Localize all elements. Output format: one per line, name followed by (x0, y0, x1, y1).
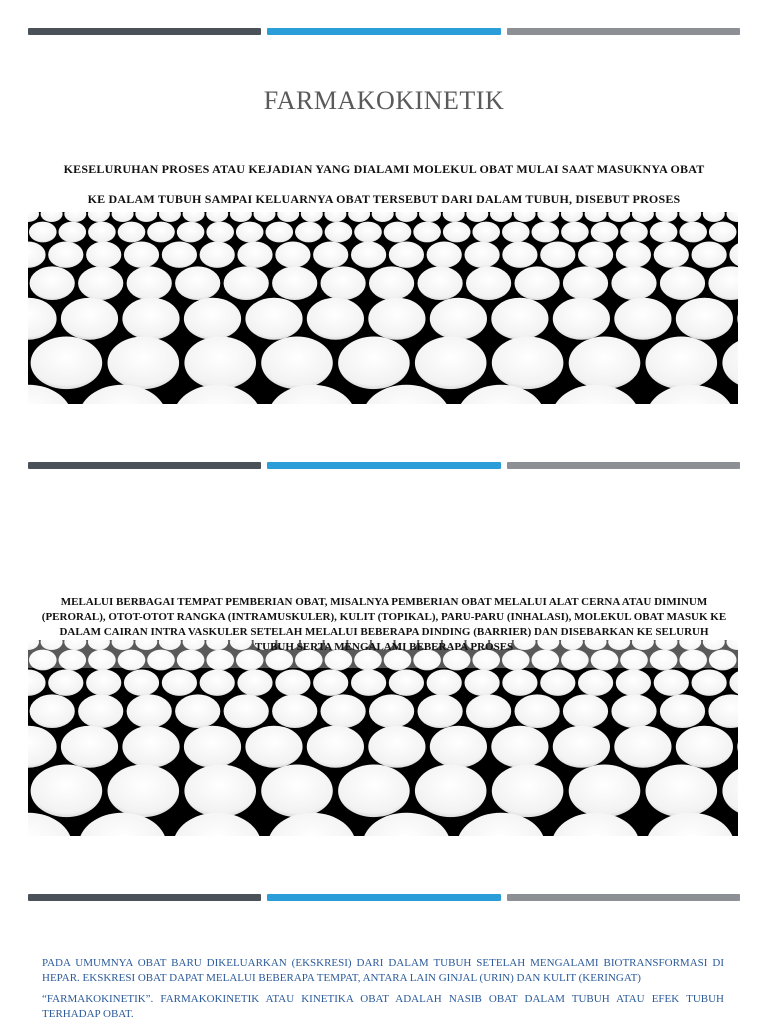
pill-disc (321, 266, 366, 300)
pill-disc (569, 337, 641, 390)
pill-disc (611, 694, 656, 728)
pill-disc (466, 266, 511, 300)
pill-disc (369, 266, 414, 300)
pill-disc (351, 242, 386, 268)
pill-disc (660, 694, 705, 728)
pill-disc (646, 813, 734, 836)
pill-disc (646, 385, 734, 404)
pill-disc (585, 212, 607, 222)
pill-disc (676, 726, 733, 768)
pill-disc (313, 242, 348, 268)
pill-disc (708, 266, 738, 300)
pill-disc (552, 813, 640, 836)
accent-bar-gray (507, 894, 740, 901)
pill-disc (430, 726, 487, 768)
pill-disc (29, 222, 57, 243)
pill-disc (502, 222, 530, 243)
pill-disc (492, 337, 564, 390)
pill-disc (614, 298, 671, 340)
pill-disc (490, 212, 512, 222)
pill-disc (147, 222, 175, 243)
pill-disc (709, 222, 737, 243)
pill-disc (418, 266, 463, 300)
pill-disc (620, 222, 648, 243)
pill-disc (368, 298, 425, 340)
pill-disc (118, 222, 146, 243)
pill-disc (28, 670, 46, 696)
pill-disc (275, 242, 310, 268)
pill-disc (28, 242, 46, 268)
pill-disc (502, 670, 537, 696)
pill-disc (48, 670, 83, 696)
pill-disc (61, 298, 118, 340)
pill-disc (321, 694, 366, 728)
pill-disc (325, 222, 353, 243)
pill-disc (78, 694, 123, 728)
pill-disc (491, 726, 548, 768)
pill-disc (79, 813, 167, 836)
pill-disc (348, 212, 370, 222)
pill-disc (122, 726, 179, 768)
pill-disc (552, 385, 640, 404)
pills-perspective-image (28, 212, 738, 404)
pill-disc (48, 242, 83, 268)
pill-disc (184, 298, 241, 340)
pill-disc (614, 726, 671, 768)
pill-disc (124, 242, 159, 268)
pill-disc (28, 212, 39, 222)
pill-disc (261, 765, 333, 818)
pill-disc (569, 765, 641, 818)
pill-disc (31, 765, 103, 818)
pill-disc (237, 670, 272, 696)
slide3-accent-bars (28, 894, 740, 901)
pill-disc (722, 765, 738, 818)
pill-disc (384, 222, 412, 243)
pill-disc (272, 694, 317, 728)
pill-disc (465, 242, 500, 268)
pill-disc (159, 212, 181, 222)
pill-disc (175, 694, 220, 728)
pill-disc (372, 212, 394, 222)
pill-disc (692, 670, 727, 696)
pill-disc (491, 298, 548, 340)
pill-disc (268, 813, 356, 836)
pill-disc (389, 670, 424, 696)
accent-bar-blue (267, 462, 500, 469)
pill-disc (59, 222, 87, 243)
definition-line-2: KE DALAM TUBUH SAMPAI KELUARNYA OBAT TERSEBUT DARI DALAM TUBUH, DISEBUT PROSES (87, 192, 681, 206)
pill-disc (676, 298, 733, 340)
accent-bar-blue (267, 28, 500, 35)
pill-disc (737, 298, 738, 340)
pill-disc (313, 670, 348, 696)
pill-disc (540, 242, 575, 268)
slide2-body-text: MELALUI BERBAGAI TEMPAT PEMBERIAN OBAT, MISALNYA PEMBERIAN OBAT MELALUI ALAT CERNA ATAU DIMINUM (PERORAL), OTOT-OTOT RANGKA (INTRAMUSKULER), KULIT (TOPIKAL), PARU-PARU (INHALASI), MOLEKUL OBAT MASUK KE DALAM CAIRAN INTRA VASKULER SETELAH MELALUI BEBERAPA DINDING (BARRIER) DAN DISEBARKAN KE SELURUH TUBUH SERTA MENGALAMI BEBERAPA PROSES (41, 596, 727, 653)
pill-disc (224, 266, 269, 300)
pill-disc (692, 242, 727, 268)
pill-disc (646, 337, 718, 390)
pill-disc (727, 212, 739, 222)
pill-disc (301, 212, 323, 222)
pill-disc (261, 337, 333, 390)
pill-disc (236, 222, 264, 243)
pill-disc (679, 222, 707, 243)
pill-disc (88, 222, 116, 243)
pill-disc (466, 694, 511, 728)
pill-disc (206, 222, 234, 243)
pill-disc (415, 337, 487, 390)
slide1-accent-bars (28, 28, 740, 35)
pill-disc (122, 298, 179, 340)
pill-disc (177, 222, 205, 243)
pill-disc (632, 212, 654, 222)
excretion-paragraph: PADA UMUMNYA OBAT BARU DIKELUARKAN (EKSKRESI) DARI DALAM TUBUH SETELAH MENGALAMI BIOTRANSFORMASI DI HEPAR. EKSKRESI OBAT DAPAT MELALUI BEBERAPA TEMPAT, ANTARA LAIN GINJAL (URIN) DAN KULIT (KERINGAT) (42, 957, 724, 984)
pill-disc (61, 726, 118, 768)
pill-disc (124, 670, 159, 696)
pill-disc (184, 726, 241, 768)
pill-disc (415, 765, 487, 818)
pill-disc (418, 694, 463, 728)
slide-title: FARMAKOKINETIK (263, 86, 505, 115)
pill-disc (729, 670, 738, 696)
pill-disc (563, 266, 608, 300)
accent-bar-blue (267, 894, 500, 901)
pills-image-1 (28, 212, 738, 404)
pill-disc (722, 337, 738, 390)
slide2-accent-bars (28, 462, 740, 469)
pill-disc (268, 385, 356, 404)
pill-disc (616, 670, 651, 696)
accent-bar-dark (28, 462, 261, 469)
pill-disc (729, 242, 738, 268)
pill-disc (419, 212, 441, 222)
pill-disc (654, 242, 689, 268)
pill-disc (427, 242, 462, 268)
pill-disc (553, 726, 610, 768)
pill-disc (502, 242, 537, 268)
pill-disc (108, 337, 180, 390)
pill-disc (272, 266, 317, 300)
pill-disc (307, 726, 364, 768)
pill-disc (324, 212, 346, 222)
pill-disc (175, 266, 220, 300)
pill-disc (650, 222, 678, 243)
pills-image-2 (28, 640, 738, 836)
accent-bar-dark (28, 894, 261, 901)
pill-disc (679, 212, 701, 222)
pill-disc (515, 694, 560, 728)
pill-disc (532, 222, 560, 243)
pill-disc (443, 222, 471, 243)
pill-disc (254, 212, 276, 222)
pill-disc (351, 670, 386, 696)
pill-disc (127, 266, 172, 300)
pill-disc (266, 222, 294, 243)
pill-disc (578, 670, 613, 696)
pill-disc (430, 298, 487, 340)
pill-disc (608, 212, 630, 222)
pill-disc (611, 266, 656, 300)
pill-disc (183, 212, 205, 222)
pill-disc (514, 212, 536, 222)
pill-disc (654, 670, 689, 696)
pill-disc (135, 212, 157, 222)
pill-disc (338, 765, 410, 818)
pill-disc (427, 670, 462, 696)
pill-disc (368, 726, 425, 768)
pill-disc (184, 337, 256, 390)
accent-bar-dark (28, 28, 261, 35)
pill-disc (703, 212, 725, 222)
pill-disc (78, 266, 123, 300)
pill-disc (646, 765, 718, 818)
pill-disc (656, 212, 678, 222)
pill-disc (275, 670, 310, 696)
pills-perspective-image (28, 640, 738, 836)
pill-disc (660, 266, 705, 300)
pill-disc (307, 298, 364, 340)
accent-bar-gray (507, 462, 740, 469)
pill-disc (369, 694, 414, 728)
pill-disc (184, 765, 256, 818)
pill-disc (28, 298, 57, 340)
pill-disc (200, 670, 235, 696)
pill-disc (708, 694, 738, 728)
pill-disc (492, 765, 564, 818)
pill-disc (30, 694, 75, 728)
pill-disc (591, 222, 619, 243)
pill-disc (206, 212, 228, 222)
pill-disc (578, 242, 613, 268)
pill-disc (112, 212, 134, 222)
pill-disc (395, 212, 417, 222)
pill-disc (31, 337, 103, 390)
pill-disc (224, 694, 269, 728)
slide1-definition-text (40, 154, 728, 214)
pill-disc (563, 694, 608, 728)
pill-disc (200, 242, 235, 268)
pill-disc (616, 242, 651, 268)
pill-disc (88, 212, 110, 222)
pill-disc (537, 212, 559, 222)
pill-disc (540, 670, 575, 696)
pill-disc (443, 212, 465, 222)
pill-disc (162, 242, 197, 268)
definition-line-1: KESELURUHAN PROSES ATAU KEJADIAN YANG DIALAMI MOLEKUL OBAT MULAI SAAT MASUKNYA OBAT (63, 162, 705, 176)
pill-disc (737, 726, 738, 768)
pharmacokinetics-definition-paragraph: “FARMAKOKINETIK”. FARMAKOKINETIK ATAU KINETIKA OBAT ADALAH NASIB OBAT DALAM TUBUH ATAU EFEK TUBUH TERHADAP OBAT. (42, 993, 724, 1020)
pill-disc (173, 385, 261, 404)
pill-disc (28, 726, 57, 768)
pill-disc (245, 726, 302, 768)
pill-disc (413, 222, 441, 243)
pill-disc (237, 242, 272, 268)
pill-disc (389, 242, 424, 268)
pill-disc (30, 266, 75, 300)
pill-disc (108, 765, 180, 818)
pill-disc (465, 670, 500, 696)
pill-disc (173, 813, 261, 836)
pill-disc (64, 212, 86, 222)
pill-disc (41, 212, 63, 222)
pill-disc (230, 212, 252, 222)
pill-disc (86, 670, 121, 696)
pill-disc (561, 212, 583, 222)
pill-disc (162, 670, 197, 696)
pill-disc (472, 222, 500, 243)
pill-disc (338, 337, 410, 390)
pill-disc (354, 222, 382, 243)
pill-disc (561, 222, 589, 243)
pill-disc (245, 298, 302, 340)
pill-disc (515, 266, 560, 300)
pill-disc (86, 242, 121, 268)
accent-bar-gray (507, 28, 740, 35)
pill-disc (277, 212, 299, 222)
pill-disc (127, 694, 172, 728)
pill-disc (553, 298, 610, 340)
pill-disc (466, 212, 488, 222)
pill-disc (295, 222, 323, 243)
